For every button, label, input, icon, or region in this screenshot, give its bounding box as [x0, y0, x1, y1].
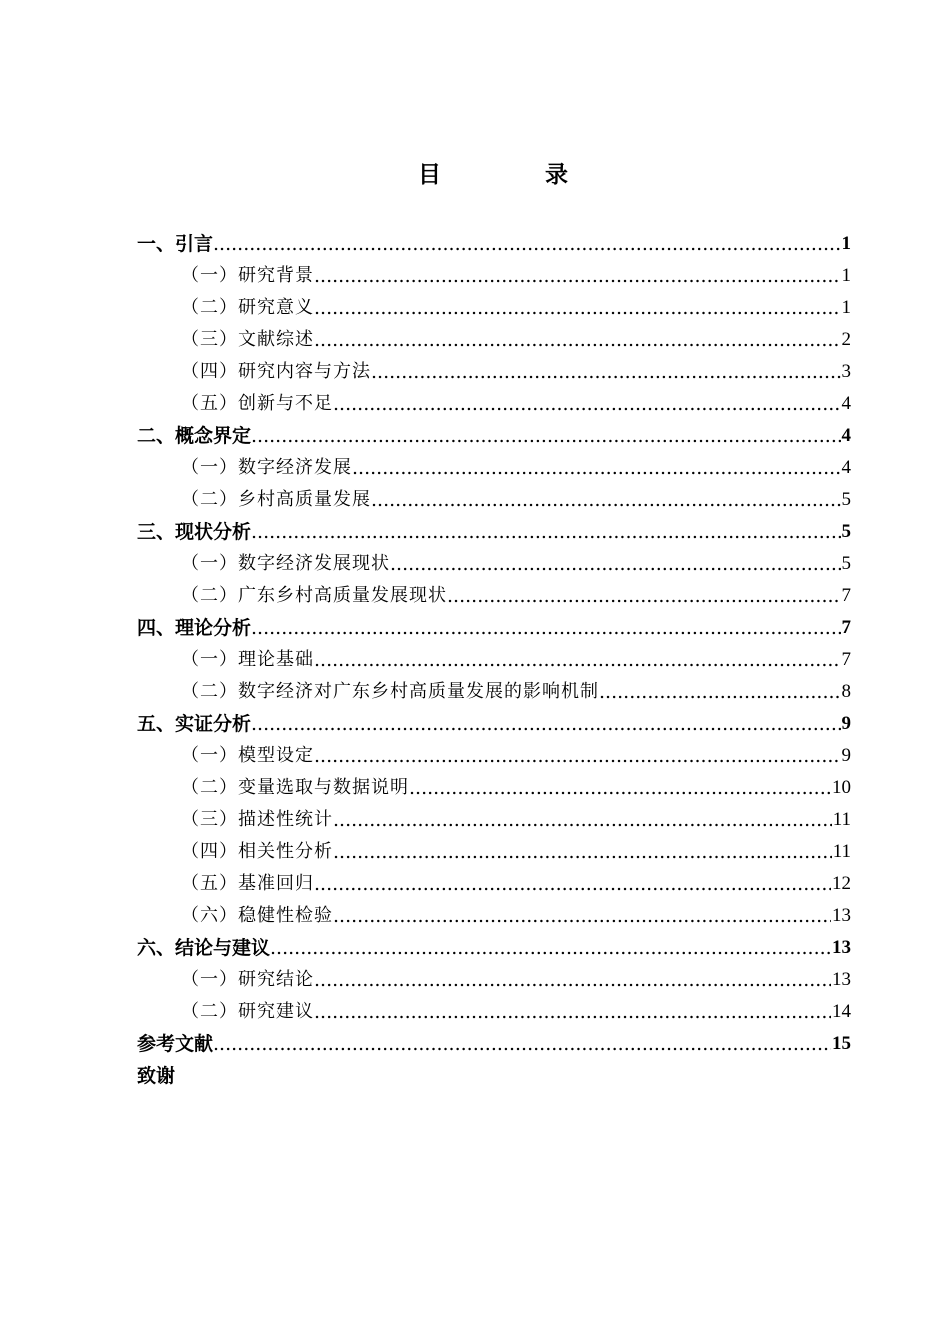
toc-entry-label: 六、结论与建议: [137, 937, 271, 959]
toc-page-number: 8: [841, 681, 851, 702]
toc-dot-leader: [314, 293, 841, 323]
toc-section-entry[interactable]: [137, 675, 851, 707]
toc-entry-label: 四、理论分析: [137, 617, 252, 639]
toc-entry-label: （二）研究意义: [181, 297, 314, 318]
toc-chapter-entry[interactable]: [137, 707, 851, 739]
toc-page-number: 7: [841, 649, 851, 670]
toc-dot-leader: [390, 549, 841, 579]
toc-section-entry[interactable]: [137, 387, 851, 419]
toc-entry-label: 参考文献: [137, 1033, 214, 1055]
toc-dot-leader: [599, 677, 841, 707]
toc-dot-leader: [251, 421, 840, 451]
toc-chapter-entry[interactable]: [137, 515, 851, 547]
toc-dot-leader: [270, 933, 831, 963]
toc-page-number: 1: [841, 265, 851, 286]
toc-page-number: 11: [832, 809, 851, 830]
toc-section-entry[interactable]: [137, 899, 851, 931]
toc-page-number: 10: [832, 777, 851, 798]
toc-section-entry[interactable]: [137, 483, 851, 515]
toc-dot-leader: [447, 581, 841, 611]
toc-page-number: 5: [841, 521, 851, 542]
toc-chapter-entry[interactable]: [137, 1059, 851, 1091]
toc-dot-leader: [251, 613, 840, 643]
toc-section-entry[interactable]: [137, 995, 851, 1027]
toc-entry-label: 致谢: [137, 1065, 176, 1087]
toc-dot-leader: [314, 997, 831, 1027]
toc-page-number: 13: [832, 905, 851, 926]
toc-page-number: 4: [841, 425, 851, 446]
toc-entry-label: （一）模型设定: [181, 745, 314, 766]
toc-dot-leader: [314, 869, 831, 899]
toc-title: [0, 158, 950, 192]
toc-entry-label: （一）研究背景: [181, 265, 314, 286]
toc-section-entry[interactable]: [137, 291, 851, 323]
toc-entry-label: 一、引言: [137, 233, 214, 255]
toc-entry-label: （二）研究建议: [181, 1001, 314, 1022]
toc-page-number: 7: [841, 585, 851, 606]
toc-chapter-entry[interactable]: [137, 1027, 851, 1059]
toc-page-number: 4: [841, 393, 851, 414]
toc-page-number: 1: [841, 297, 851, 318]
toc-entry-label: （三）文献综述: [181, 329, 314, 350]
toc-section-entry[interactable]: [137, 643, 851, 675]
toc-section-entry[interactable]: [137, 579, 851, 611]
toc-dot-leader: [251, 517, 840, 547]
toc-entry-label: （一）数字经济发展: [181, 457, 352, 478]
toc-dot-leader: [314, 645, 841, 675]
toc-entry-label: 五、实证分析: [137, 713, 252, 735]
toc-entry-label: （一）理论基础: [181, 649, 314, 670]
toc-page-number: 2: [841, 329, 851, 350]
toc-entry-label: （四）相关性分析: [181, 841, 333, 862]
toc-page-number: 12: [832, 873, 851, 894]
toc-page-number: 4: [841, 457, 851, 478]
toc-page-number: 11: [832, 841, 851, 862]
toc-dot-leader: [314, 325, 841, 355]
toc-chapter-entry[interactable]: [137, 931, 851, 963]
toc-section-entry[interactable]: [137, 355, 851, 387]
toc-chapter-entry[interactable]: [137, 419, 851, 451]
toc-page-number: 13: [832, 937, 851, 958]
toc-section-entry[interactable]: [137, 835, 851, 867]
toc-page-number: 5: [841, 489, 851, 510]
toc-dot-leader: [333, 389, 841, 419]
toc-section-entry[interactable]: [137, 803, 851, 835]
toc-page-number: 7: [841, 617, 851, 638]
toc-page-number: 14: [832, 1001, 851, 1022]
toc-dot-leader: [371, 357, 841, 387]
toc-dot-leader: [314, 261, 841, 291]
toc-entry-label: （三）描述性统计: [181, 809, 333, 830]
toc-entry-label: 三、现状分析: [137, 521, 252, 543]
toc-section-entry[interactable]: [137, 867, 851, 899]
toc-entry-label: （一）研究结论: [181, 969, 314, 990]
toc-page-number: 3: [841, 361, 851, 382]
toc-dot-leader: [409, 773, 831, 803]
toc-entry-label: 二、概念界定: [137, 425, 252, 447]
toc-dot-leader: [333, 805, 832, 835]
toc-dot-leader: [213, 1029, 831, 1059]
toc-page-number: 15: [832, 1033, 851, 1054]
toc-entry-label: （二）变量选取与数据说明: [181, 777, 409, 798]
toc-list: [137, 227, 851, 1091]
toc-section-entry[interactable]: [137, 323, 851, 355]
toc-section-entry[interactable]: [137, 259, 851, 291]
toc-page-number: 9: [841, 745, 851, 766]
toc-section-entry[interactable]: [137, 547, 851, 579]
toc-page-number: 5: [841, 553, 851, 574]
toc-dot-leader: [314, 965, 831, 995]
toc-dot-leader: [251, 709, 840, 739]
toc-dot-leader: [333, 901, 831, 931]
toc-entry-label: （六）稳健性检验: [181, 905, 333, 926]
toc-entry-label: （四）研究内容与方法: [181, 361, 371, 382]
toc-entry-label: （二）数字经济对广东乡村高质量发展的影响机制: [181, 681, 599, 702]
toc-dot-leader: [333, 837, 832, 867]
toc-section-entry[interactable]: [137, 739, 851, 771]
toc-entry-label: （二）广东乡村高质量发展现状: [181, 585, 447, 606]
toc-page-number: 1: [841, 233, 851, 254]
toc-dot-leader: [213, 229, 840, 259]
toc-entry-label: （五）基准回归: [181, 873, 314, 894]
toc-dot-leader: [371, 485, 841, 515]
toc-title-part1: 目: [418, 162, 441, 188]
toc-section-entry[interactable]: [137, 963, 851, 995]
toc-chapter-entry[interactable]: [137, 227, 851, 259]
toc-entry-label: （二）乡村高质量发展: [181, 489, 371, 510]
toc-chapter-entry[interactable]: [137, 611, 851, 643]
toc-entry-label: （五）创新与不足: [181, 393, 333, 414]
toc-page-number: 13: [832, 969, 851, 990]
toc-section-entry[interactable]: [137, 451, 851, 483]
toc-dot-leader: [352, 453, 841, 483]
toc-section-entry[interactable]: [137, 771, 851, 803]
toc-entry-label: （一）数字经济发展现状: [181, 553, 390, 574]
toc-dot-leader: [314, 741, 841, 771]
toc-title-part2: 录: [545, 162, 568, 188]
toc-page-number: 9: [841, 713, 851, 734]
